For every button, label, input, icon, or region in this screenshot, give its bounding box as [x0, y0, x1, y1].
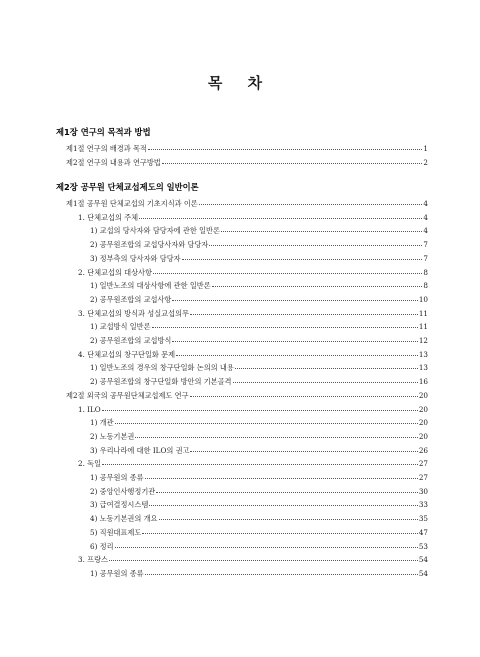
dot-leader	[190, 443, 417, 452]
toc-entry-title: 2) 공무원조합의 교섭방식	[90, 336, 172, 345]
toc-entry[interactable]	[78, 457, 428, 469]
toc-entry[interactable]	[90, 471, 428, 483]
toc-entry[interactable]	[90, 512, 428, 524]
toc-page-number: 12	[418, 336, 428, 345]
toc-entry-title: 1) 교섭의 당사자와 담당자에 관한 일반론	[90, 226, 220, 236]
dot-leader	[190, 306, 418, 315]
toc-entry[interactable]	[90, 293, 428, 305]
toc-entry-title: 제1절 연구의 배경과 목적	[66, 144, 147, 153]
toc-page-number: 54	[418, 568, 428, 578]
toc-page-number: 47	[418, 527, 428, 537]
toc-entry-title: 1. 단체교섭의 주체	[78, 212, 139, 222]
toc-entry-title: 5) 직원대표제도	[90, 527, 142, 537]
dot-leader	[115, 415, 418, 424]
toc-entry-title: 1) 개관	[90, 418, 114, 428]
toc-entry-title: 2) 공무원조합의 창구단일화 방안의 기본골격	[90, 377, 232, 387]
toc-entry[interactable]	[78, 211, 428, 223]
toc-page-number: 2	[423, 157, 428, 167]
dot-leader	[172, 292, 417, 301]
toc-page-number: 35	[418, 514, 428, 524]
toc-page-number: 10	[418, 294, 428, 304]
toc-entry[interactable]	[66, 389, 428, 401]
toc-entry-title: 1) 교섭방식 일반론	[90, 322, 151, 332]
toc-page-number: 13	[418, 363, 428, 373]
toc-entry-title: 2) 노동기본권	[90, 431, 135, 441]
toc-entry[interactable]	[90, 361, 428, 373]
toc-page-number: 30	[418, 486, 428, 496]
toc-entry-title: 4. 단체교섭의 창구단일화 문제	[78, 349, 176, 359]
toc-entry[interactable]	[78, 348, 428, 360]
dot-leader	[153, 265, 423, 274]
dot-leader	[233, 374, 418, 383]
dot-leader	[145, 566, 418, 575]
toc-entry[interactable]	[78, 266, 428, 278]
toc-page-number: 8	[423, 267, 428, 277]
dot-leader	[148, 141, 423, 150]
toc-entry[interactable]	[66, 142, 428, 154]
toc-entry[interactable]	[90, 567, 428, 579]
toc-entry-title: 6) 정리	[90, 541, 114, 551]
toc-entry-title: 1) 공무원의 종류	[90, 473, 144, 482]
dot-leader	[156, 484, 418, 493]
toc-entry-title: 3) 정부측의 당사자와 담당자	[90, 253, 181, 263]
toc-entry-title: 3. 단체교섭의 방식과 성실교섭의무	[78, 308, 189, 318]
dot-leader	[135, 429, 417, 438]
dot-leader	[139, 210, 422, 219]
toc-entry-title: 4) 노동기본권의 개요	[90, 514, 158, 524]
dot-leader	[199, 196, 423, 205]
toc-entry[interactable]	[66, 156, 428, 168]
toc-page-number: 11	[418, 308, 428, 318]
toc-page-number: 20	[418, 404, 428, 414]
toc-page-number: 8	[423, 281, 428, 291]
dot-leader	[176, 347, 418, 356]
toc-entry-title: 1) 공무원의 종류	[90, 568, 144, 578]
toc-entry[interactable]	[90, 430, 428, 442]
toc-entry-title: 제2절 외국의 공무원단체교섭제도 연구	[66, 390, 189, 400]
toc-entry[interactable]	[66, 197, 428, 209]
dot-leader	[182, 251, 423, 260]
toc-page-number: 11	[418, 322, 428, 332]
toc-page-number: 33	[418, 500, 428, 510]
toc-page-number: 4	[423, 199, 428, 208]
toc-page-number: 16	[418, 377, 428, 387]
dot-leader	[102, 402, 418, 411]
toc-entry[interactable]	[78, 403, 428, 415]
toc-entry[interactable]	[90, 540, 428, 552]
toc-entry-title: 2. 단체교섭의 대상사항	[78, 267, 152, 277]
toc-entry-title: 2) 공무원조합의 교섭당사자와 담당자	[90, 240, 209, 250]
toc-entry[interactable]	[90, 238, 428, 250]
page-title: 목 차	[207, 74, 273, 92]
dot-leader	[115, 539, 418, 548]
toc-page-number: 53	[418, 541, 428, 551]
dot-leader	[221, 223, 423, 232]
dot-leader	[162, 155, 423, 164]
toc-page-number: 54	[418, 555, 428, 565]
toc-page-number: 27	[418, 473, 428, 482]
toc-entry[interactable]	[90, 444, 428, 456]
dot-leader	[172, 333, 417, 342]
toc-entry[interactable]	[90, 375, 428, 387]
toc-entry[interactable]	[90, 526, 428, 538]
dot-leader	[209, 237, 422, 246]
chapter-heading: 제1장 연구의 목적과 방법	[56, 127, 151, 137]
toc-page-number: 7	[423, 240, 428, 250]
toc-entry[interactable]	[90, 252, 428, 264]
dot-leader	[109, 552, 418, 561]
toc-page-number: 13	[418, 349, 428, 359]
toc-page-number: 20	[418, 390, 428, 400]
toc-entry[interactable]	[78, 553, 428, 565]
toc-entry-title: 2. 독일	[78, 459, 102, 469]
toc-page-number: 4	[423, 212, 428, 222]
dot-leader	[235, 360, 418, 369]
toc-page-number: 26	[418, 445, 428, 455]
toc-page-number: 1	[423, 144, 428, 153]
toc-entry[interactable]	[90, 498, 428, 510]
toc-page-number: 4	[423, 226, 428, 236]
dot-leader	[142, 525, 418, 534]
toc-entry-title: 제2절 연구의 내용과 연구방법	[66, 157, 161, 167]
dot-leader	[159, 511, 418, 520]
dot-leader	[190, 388, 418, 397]
dot-leader	[212, 278, 423, 287]
toc-entry[interactable]	[90, 279, 428, 291]
toc-entry-title: 3) 급여결정시스템	[90, 500, 149, 510]
toc-entry-title: 제1절 공무원 단체교섭의 기초지식과 이론	[66, 199, 198, 208]
dot-leader	[152, 319, 418, 328]
toc-entry[interactable]	[90, 224, 428, 236]
toc-entry-title: 2) 공무원조합의 교섭사항	[90, 294, 172, 304]
toc-entry[interactable]	[90, 320, 428, 332]
toc-entry[interactable]	[90, 416, 428, 428]
toc-entry-title: 1) 일반노조의 경우의 창구단일화 논의의 내용	[90, 363, 234, 373]
chapter-heading: 제2장 공무원 단체교섭제도의 일반이론	[56, 182, 199, 192]
toc-page-number: 20	[418, 431, 428, 441]
toc-entry-title: 2) 중앙인사행정기관	[90, 486, 156, 496]
dot-leader	[149, 497, 418, 506]
toc-entry-title: 1. ILO	[78, 404, 101, 414]
toc-entry[interactable]	[90, 485, 428, 497]
dot-leader	[145, 470, 418, 479]
toc-page-number: 7	[423, 253, 428, 263]
dot-leader	[102, 456, 418, 465]
toc-entry-title: 3. 프랑스	[78, 555, 108, 565]
toc-entry-title: 1) 일반노조의 대상사항에 관한 일반론	[90, 281, 211, 291]
toc-page-number: 27	[418, 459, 428, 469]
toc-entry[interactable]	[78, 307, 428, 319]
toc-page-number: 20	[418, 418, 428, 428]
toc-entry[interactable]	[90, 334, 428, 346]
toc-entry-title: 3) 우리나라에 대한 ILO의 권고	[90, 445, 190, 455]
